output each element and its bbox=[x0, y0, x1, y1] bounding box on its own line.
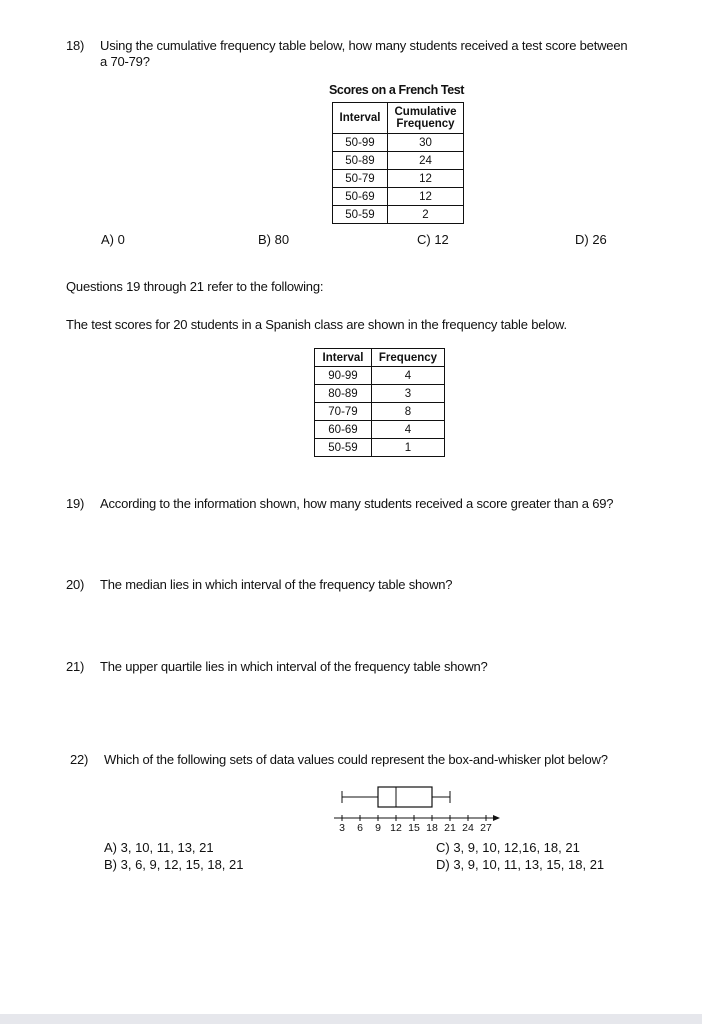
table-cell: 1 bbox=[372, 439, 445, 457]
choice-c[interactable]: C) 3, 9, 10, 12,16, 18, 21 bbox=[436, 840, 580, 855]
question-22 bbox=[70, 752, 690, 768]
table-cell: 2 bbox=[388, 206, 464, 224]
table-row bbox=[315, 421, 445, 439]
tick-label: 6 bbox=[357, 822, 363, 834]
question-number: 20) bbox=[66, 577, 85, 592]
table-cell: 50-69 bbox=[333, 188, 388, 206]
table-cell: 30 bbox=[388, 134, 464, 152]
question-21 bbox=[66, 659, 488, 675]
tick-label: 27 bbox=[480, 822, 492, 834]
header-interval: Interval bbox=[315, 349, 372, 367]
question-20 bbox=[66, 577, 452, 593]
table-cell: 90-99 bbox=[315, 367, 372, 385]
question-number: 22) bbox=[70, 752, 89, 767]
choice-d[interactable]: D) 3, 9, 10, 11, 13, 15, 18, 21 bbox=[436, 857, 605, 872]
table-cell: 24 bbox=[388, 152, 464, 170]
choice-b[interactable]: B) 80 bbox=[258, 232, 290, 247]
table-row bbox=[315, 403, 445, 421]
table-row bbox=[333, 170, 464, 188]
table-cell: 12 bbox=[388, 170, 464, 188]
number-line-arrow bbox=[493, 815, 500, 821]
table-row bbox=[333, 188, 464, 206]
header-frequency: Frequency bbox=[372, 349, 445, 367]
table-cell: 50-59 bbox=[333, 206, 388, 224]
question-text: Which of the following sets of data values could represent the box-and-whisker plot below? bbox=[104, 752, 608, 767]
table-row bbox=[333, 134, 464, 152]
table-header-row bbox=[315, 349, 445, 367]
table-row bbox=[315, 385, 445, 403]
table-cell: 70-79 bbox=[315, 403, 372, 421]
table-cell: 12 bbox=[388, 188, 464, 206]
table-cell: 50-79 bbox=[333, 170, 388, 188]
tick-label: 3 bbox=[339, 822, 345, 834]
question-text: According to the information shown, how many students received a score greater than a 69? bbox=[100, 496, 614, 511]
table-cell: 80-89 bbox=[315, 385, 372, 403]
question-text: The upper quartile lies in which interval of the frequency table shown? bbox=[100, 659, 488, 674]
table-cell: 50-59 bbox=[315, 439, 372, 457]
table-row bbox=[315, 367, 445, 385]
tick-label: 24 bbox=[462, 822, 474, 834]
table-cell: 8 bbox=[372, 403, 445, 421]
tick-label: 21 bbox=[444, 822, 456, 834]
choice-c[interactable]: C) 12 bbox=[417, 232, 449, 247]
question-18 bbox=[66, 38, 686, 54]
spanish-frequency-table bbox=[314, 348, 445, 457]
table-row bbox=[333, 206, 464, 224]
choice-a[interactable]: A) 0 bbox=[101, 232, 125, 247]
table-cell: 4 bbox=[372, 367, 445, 385]
table-cell: 4 bbox=[372, 421, 445, 439]
tick-label: 9 bbox=[375, 822, 381, 834]
table-row bbox=[315, 439, 445, 457]
question-number: 21) bbox=[66, 659, 85, 674]
table-title: Scores on a French Test bbox=[329, 83, 465, 97]
header-cumulative-frequency: Cumulative Frequency bbox=[388, 103, 464, 134]
table-row bbox=[333, 152, 464, 170]
table-cell: 60-69 bbox=[315, 421, 372, 439]
question-number: 18) bbox=[66, 38, 85, 53]
tick-label: 15 bbox=[408, 822, 420, 834]
intro-line-2: The test scores for 20 students in a Spanish class are shown in the frequency table below. bbox=[66, 317, 567, 332]
choice-b[interactable]: B) 3, 6, 9, 12, 15, 18, 21 bbox=[104, 857, 244, 872]
table-cell: 50-89 bbox=[333, 152, 388, 170]
iqr-box bbox=[378, 787, 432, 807]
cumulative-frequency-table bbox=[332, 102, 464, 224]
choice-d[interactable]: D) 26 bbox=[575, 232, 607, 247]
tick-label: 18 bbox=[426, 822, 438, 834]
question-19 bbox=[66, 496, 613, 512]
viewer-bottom-bar bbox=[0, 1014, 702, 1024]
table-cell: 3 bbox=[372, 385, 445, 403]
choice-a[interactable]: A) 3, 10, 11, 13, 21 bbox=[104, 840, 214, 855]
question-text: The median lies in which interval of the frequency table shown? bbox=[100, 577, 453, 592]
question-number: 19) bbox=[66, 496, 85, 511]
question-18-continued: a 70-79? bbox=[100, 54, 150, 69]
question-text: Using the cumulative frequency table below, how many students received a test score between bbox=[100, 38, 628, 53]
table-header-row bbox=[333, 103, 464, 134]
tick-label: 12 bbox=[390, 822, 402, 834]
table-cell: 50-99 bbox=[333, 134, 388, 152]
intro-line-1: Questions 19 through 21 refer to the following: bbox=[66, 279, 324, 294]
box-and-whisker-plot bbox=[330, 780, 510, 840]
header-interval: Interval bbox=[333, 103, 388, 134]
